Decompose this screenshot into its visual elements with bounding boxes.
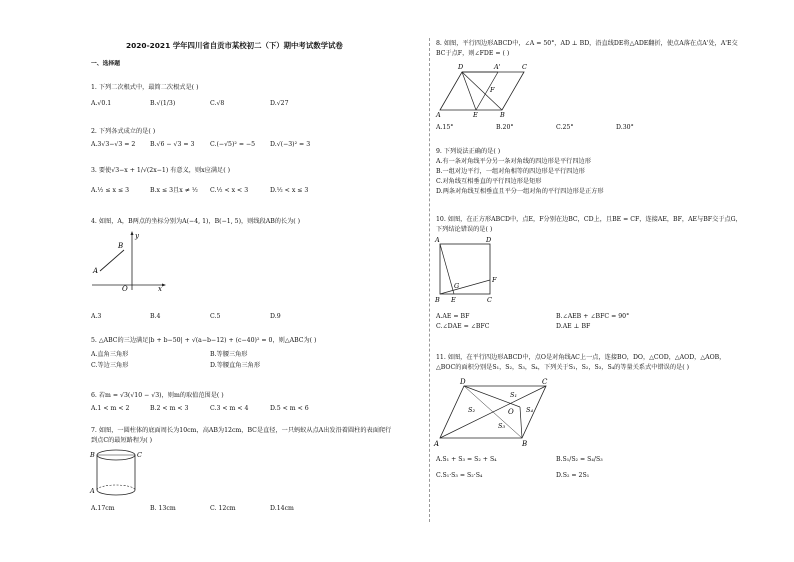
question-11-option-b: B.S₁/S₂ = S₄/S₃ <box>556 456 603 463</box>
square-abcd <box>440 244 490 294</box>
question-5-option-b: B.等腰三角形 <box>210 351 248 358</box>
label-b: B <box>500 111 505 118</box>
question-2-option-a: A.3√3−√3 = 2 <box>91 141 136 148</box>
question-6-option-a: A.1 < m < 2 <box>91 405 130 412</box>
question-6-stem: 6. 若m = √3(√10 − √3)，则m的取值范围是( ) <box>91 392 224 399</box>
fold-line-de <box>462 72 476 110</box>
label-b: B <box>522 440 528 448</box>
segment-ab <box>100 250 124 271</box>
question-3-option-c: C.½ < x < 3 <box>210 187 249 194</box>
question-6-option-c: C.3 < m < 4 <box>210 405 249 412</box>
segment-bf <box>440 280 490 294</box>
question-7-option-a: A.17cm <box>91 505 115 512</box>
label-s4: S₄ <box>526 406 534 414</box>
question-2-option-d: D.√(−3)² = 3 <box>270 141 311 148</box>
segment-a-prime-e <box>476 72 498 110</box>
label-d: D <box>460 378 466 386</box>
label-a: A <box>90 487 95 495</box>
question-4-option-b: B.4 <box>150 313 161 320</box>
label-x: x <box>158 285 162 292</box>
question-3-stem: 3. 要使√3−x + 1/√(2x−1) 有意义，则x应满足( ) <box>91 167 231 174</box>
question-11-option-a: A.S₁ + S₃ = S₂ + S₄ <box>436 456 497 463</box>
question-4-coordinate-figure <box>88 228 168 292</box>
diagonal-bd <box>462 72 502 110</box>
label-b: B <box>118 242 124 250</box>
label-o: O <box>508 408 514 416</box>
label-f: F <box>490 86 495 94</box>
question-7-stem-line-1: 7. 如图，一圆柱体的底面周长为10cm，高AB为12cm，BC是直径，一只蚂蚁从点A出发沿着圆柱的表面爬行 <box>91 427 392 434</box>
question-4-option-d: D.9 <box>270 313 281 320</box>
question-10-option-b: B.∠AEB + ∠BFC = 90° <box>556 313 630 320</box>
question-1-stem: 1. 下列二次根式中，最简二次根式是( ) <box>91 84 199 91</box>
question-10-option-a: A.AE = BF <box>436 313 470 320</box>
question-2-option-c: C.(−√5)² = −5 <box>210 141 256 148</box>
question-9-option-b: B.一组对边平行，一组对角相等的四边形是平行四边形 <box>436 168 585 175</box>
label-b: B <box>90 451 95 459</box>
label-y: y <box>135 232 139 240</box>
question-5-stem: 5. △ABC的三边满足|b + b−50| + √(a−b−12) + (c−40)² = 0，则△ABC为( ) <box>91 337 317 344</box>
label-d: D <box>486 236 492 244</box>
question-1-option-a: A.√0.1 <box>91 100 112 107</box>
question-7-option-d: D.14cm <box>270 505 294 512</box>
question-10-stem-line-1: 10. 如图，在正方形ABCD中，点E，F分别在边BC，CD上，且BE = CF，连接AE，BF，AE与BF交于点G， <box>436 216 742 223</box>
question-2-stem: 2. 下列各式成立的是( ) <box>91 128 156 135</box>
question-6-option-b: B.2 < m < 3 <box>150 405 189 412</box>
label-s2: S₂ <box>468 406 476 414</box>
x-axis-arrow <box>162 284 166 287</box>
question-1-option-c: C.√8 <box>210 100 225 107</box>
question-7-stem-line-2: 到点C的最短路程为( ) <box>91 437 153 444</box>
question-9-option-c: C.对角线互相垂直的平行四边形是矩形 <box>436 178 542 185</box>
question-1-option-d: D.√27 <box>270 100 289 107</box>
question-8-option-c: C.25° <box>556 124 574 131</box>
label-s3: S₃ <box>498 422 506 430</box>
question-11-option-c: C.S₁·S₃ = S₂·S₄ <box>436 472 483 479</box>
cylinder-bottom-back <box>97 485 135 490</box>
question-11-stem-line-1: 11. 如图，在平行四边形ABCD中，点O是对角线AC上一点，连接BO，DO，△COD，△AOD，△AOB， <box>436 354 726 361</box>
question-8-stem-line-1: 8. 如图，平行四边形ABCD中，∠A = 50°，AD ⊥ BD，沿直线DE将△ADE翻折，使点A落在点A'处，A'E交 <box>436 40 738 47</box>
label-f: F <box>492 276 497 284</box>
label-b: B <box>435 296 440 304</box>
segment-bo <box>520 407 522 438</box>
exam-title: 2020-2021 学年四川省自贡市某校初二（下）期中考试数学试卷 <box>126 41 343 50</box>
label-e: E <box>451 296 456 304</box>
label-a: A <box>93 267 99 275</box>
section-heading: 一、选择题 <box>91 61 120 67</box>
question-9-option-d: D.两条对角线互相垂直且平分一组对角的平行四边形是正方形 <box>436 188 604 195</box>
question-4-option-a: A.3 <box>91 313 102 320</box>
label-g: G <box>454 282 460 290</box>
question-11-stem-line-2: △BOC的面积分别是S₁，S₂，S₃，S₄，下列关于S₁，S₂，S₃，S₄的等量关系式中错误的是( ) <box>436 364 690 371</box>
segment-ae <box>440 244 454 294</box>
question-10-option-d: D.AE ⊥ BF <box>556 323 591 330</box>
label-a: A <box>435 236 440 244</box>
question-5-option-c: C.等边三角形 <box>91 362 129 369</box>
question-8-parallelogram-figure <box>432 60 536 118</box>
y-axis-arrow <box>131 231 134 235</box>
cylinder-bottom-front <box>97 490 135 495</box>
question-9-stem: 9. 下列说法正确的是( ) <box>436 148 501 155</box>
question-8-option-d: D.30° <box>616 124 634 131</box>
label-s1: S₁ <box>510 391 518 399</box>
question-5-option-a: A.直角三角形 <box>91 351 129 358</box>
question-8-option-a: A.15° <box>436 124 454 131</box>
label-c: C <box>522 63 527 71</box>
question-10-option-c: C.∠DAE = ∠BFC <box>436 323 490 330</box>
question-8-stem-line-2: BC于点F，则∠FDE = ( ) <box>436 50 510 57</box>
column-divider <box>429 38 430 522</box>
label-o: O <box>122 285 128 292</box>
question-4-option-c: C.5 <box>210 313 221 320</box>
question-5-option-d: D.等腰直角三角形 <box>210 362 261 369</box>
question-10-square-figure <box>434 236 498 304</box>
label-a: A <box>436 111 441 118</box>
question-3-option-a: A.½ ≤ x ≤ 3 <box>91 187 130 194</box>
label-c: C <box>137 451 142 459</box>
label-a: A <box>434 440 440 448</box>
label-d: D <box>458 63 464 71</box>
question-10-stem-line-2: 下列结论错误的是( ) <box>436 226 493 233</box>
question-8-option-b: B.20° <box>496 124 514 131</box>
label-a-prime: A' <box>494 63 501 71</box>
question-2-option-b: B.√6 − √3 = 3 <box>150 141 195 148</box>
question-7-cylinder-figure <box>88 446 144 500</box>
question-6-option-d: D.5 < m < 6 <box>270 405 309 412</box>
question-9-option-a: A.有一条对角线平分另一条对角线的四边形是平行四边形 <box>436 158 591 165</box>
question-4-stem: 4. 如图，A，B两点的坐标分别为A(−4, 1)，B(−1, 5)，则线段AB的长为( ) <box>91 218 301 225</box>
question-3-option-d: D.½ < x ≤ 3 <box>270 187 309 194</box>
question-11-parallelogram-figure <box>432 376 554 448</box>
label-c: C <box>487 296 492 304</box>
question-3-option-b: B.x ≤ 3且x ≠ ½ <box>150 187 198 194</box>
question-1-option-b: B.√(1/3) <box>150 100 176 107</box>
question-7-option-b: B. 13cm <box>150 505 176 512</box>
question-11-option-d: D.S₂ = 2S₁ <box>556 472 590 479</box>
label-e: E <box>473 111 478 118</box>
question-7-option-c: C. 12cm <box>210 505 236 512</box>
label-c: C <box>542 378 548 386</box>
